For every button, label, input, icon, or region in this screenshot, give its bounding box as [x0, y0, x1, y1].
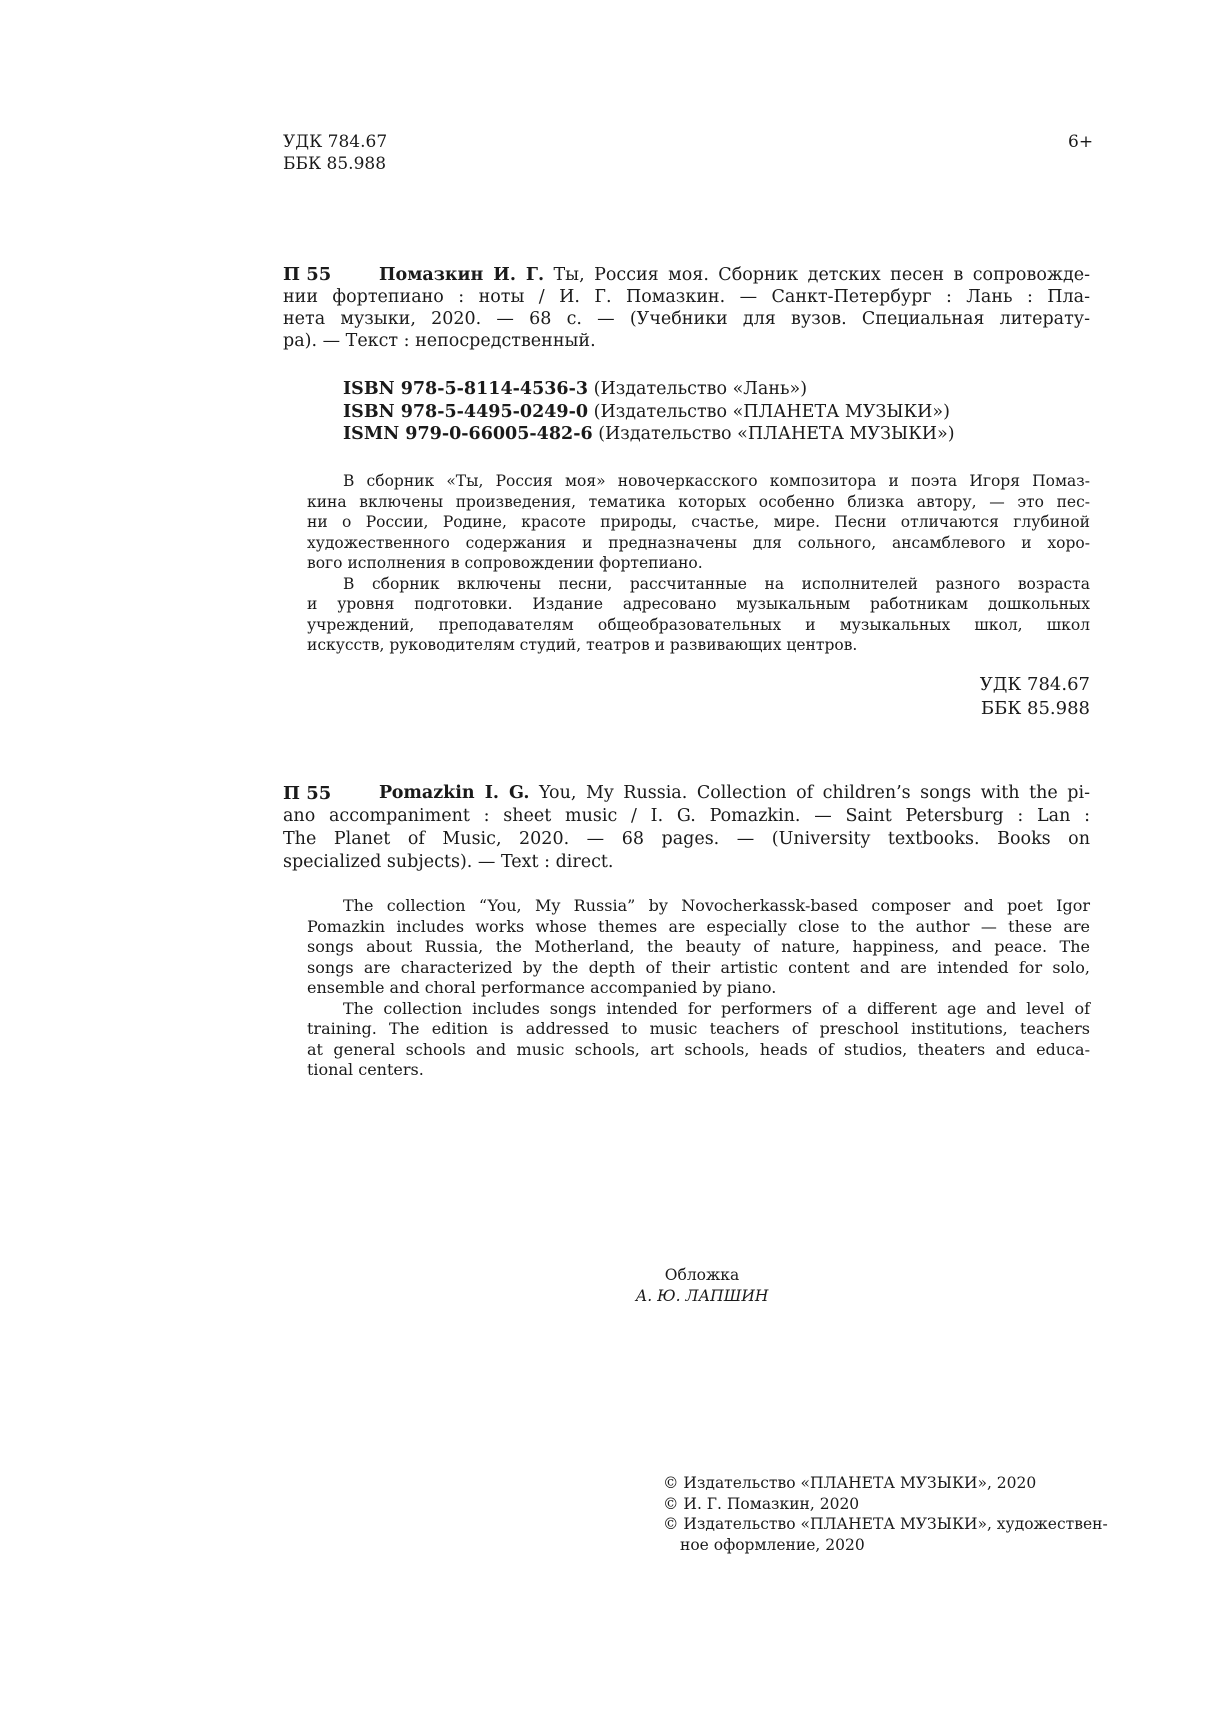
annotation-line: учреждений, преподавателям общеобразовательных и музыкальных школ, школ [307, 615, 1090, 634]
entry-line: нета музыки, 2020. — 68 с. — (Учебники для вузов. Специальная литерату- [283, 309, 1090, 329]
isbn-row [343, 401, 955, 424]
entry-line: ра). — Текст : непосредственный. [283, 331, 596, 351]
isbn-list [343, 378, 955, 446]
annotation-line: вого исполнения в сопровождении фортепиано. [307, 554, 703, 572]
annotation-line: художественного содержания и предназначены для сольного, ансамблевого и хоро- [307, 533, 1090, 552]
author-mark-ru: П 55 [283, 264, 332, 285]
annotation-line: The collection includes songs intended for performers of a different age and level of [343, 998, 1090, 1018]
copyright-line: © И. Г. Помазкин, 2020 [663, 1494, 860, 1513]
copyright-line: © Издательство «ПЛАНЕТА МУЗЫКИ», 2020 [663, 1474, 1037, 1492]
annotation-line: В сборник «Ты, Россия моя» новочеркасского композитора и поэта Игоря Помаз- [343, 472, 1090, 490]
isbn-publisher: (Издательство «ПЛАНЕТА МУЗЫКИ») [588, 401, 950, 422]
annotation-line: training. The edition is addressed to music teachers of preschool institutions, teachers [307, 1019, 1090, 1038]
annotation-line: искусств, руководителям студий, театров и развивающих центров. [307, 636, 858, 654]
annotation-line: at general schools and music schools, art schools, heads of studios, theaters and educa- [307, 1039, 1090, 1059]
annotation-line: ensemble and choral performance accompanied by piano. [307, 978, 777, 997]
author-mark-en: П 55 [283, 783, 332, 804]
annotation-line: Pomazkin includes works whose themes are especially close to the author — these are [307, 916, 1090, 936]
author-name-ru: Помазкин И. Г. [379, 265, 545, 285]
entry-line: ano accompaniment : sheet music / I. G. Pomazkin. — Saint Petersburg : Lan : [283, 806, 1090, 826]
annotation-ru [307, 471, 1090, 656]
isbn-publisher: (Издательство «Лань») [588, 379, 808, 399]
isbn-publisher: (Издательство «ПЛАНЕТА МУЗЫКИ») [592, 424, 955, 444]
isbn-code: ISBN 978-5-4495-0249-0 [343, 401, 589, 422]
annotation-line: songs about Russia, the Motherland, the beauty of nature, happiness, and peace. The [307, 937, 1090, 956]
isbn-row [343, 378, 955, 401]
entry-line: нии фортепиано : ноты / И. Г. Помазкин. — Санкт-Петербург : Лань : Пла- [283, 287, 1090, 307]
annotation-line: В сборник включены песни, рассчитанные на исполнителей разного возраста [343, 574, 1090, 593]
udk-code: УДК 784.67 [283, 132, 388, 152]
annotation-line: кина включены произведения, тематика которых особенно близка автору, — это пес- [307, 492, 1090, 511]
header-classification [283, 131, 387, 175]
author-name-en: Pomazkin I. G. [379, 783, 530, 803]
classification-right [970, 673, 1090, 721]
isbn-row [343, 423, 955, 446]
entry-line: The Planet of Music, 2020. — 68 pages. — (University textbooks. Books on [283, 829, 1090, 849]
cover-designer: А. Ю. ЛАПШИН [635, 1287, 769, 1305]
bbk-code: ББК 85.988 [980, 698, 1090, 719]
annotation-line: ни о России, Родине, красоте природы, счастье, мире. Песни отличаются глубиной [307, 513, 1090, 531]
copyright-line: © Издательство «ПЛАНЕТА МУЗЫКИ», художествен- [663, 1515, 1108, 1533]
udk-code: УДК 784.67 [979, 674, 1090, 695]
copyright-block [663, 1473, 1108, 1555]
annotation-line: и уровня подготовки. Издание адресовано музыкальным работникам дошкольных [307, 595, 1090, 613]
entry-line: specialized subjects). — Text : direct. [283, 852, 614, 872]
entry-line: Ты, Россия моя. Сборник детских песен в сопровожде- [544, 265, 1090, 285]
annotation-line: tional centers. [307, 1060, 424, 1079]
annotation-en [307, 896, 1090, 1081]
annotation-line: The collection “You, My Russia” by Novocherkassk-based composer and poet Igor [343, 896, 1090, 915]
age-rating: 6+ [1068, 132, 1094, 152]
copyright-line: ное оформление, 2020 [680, 1535, 865, 1554]
bbk-code: ББК 85.988 [283, 154, 387, 174]
isbn-code: ISBN 978-5-8114-4536-3 [343, 379, 589, 399]
isbn-code: ISMN 979-0-66005-482-6 [343, 424, 593, 444]
annotation-line: songs are characterized by the depth of their artistic content and are intended for solo, [307, 957, 1090, 977]
cover-label: Обложка [664, 1266, 740, 1284]
entry-line: You, My Russia. Collection of children’s songs with the pi- [529, 783, 1090, 803]
